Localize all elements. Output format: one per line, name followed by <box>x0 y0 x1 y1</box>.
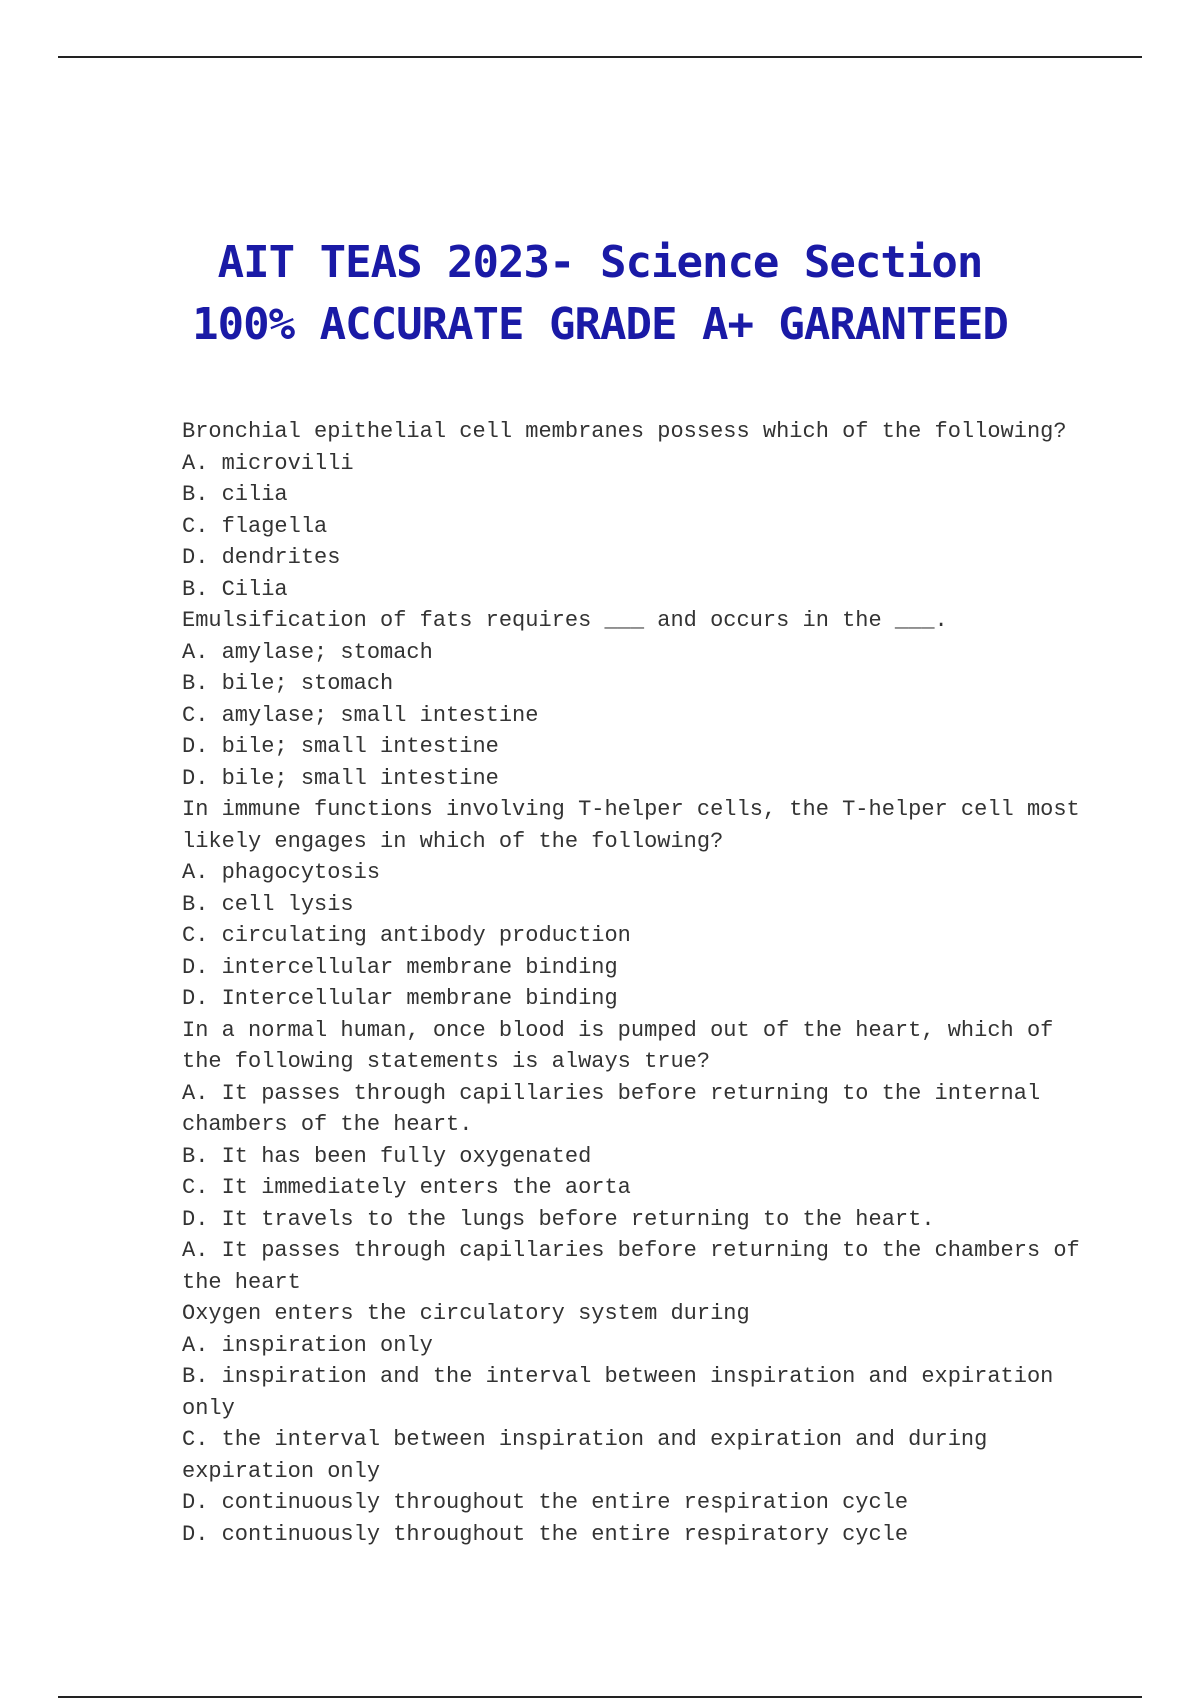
question-1-option-d: D. dendrites <box>182 545 341 570</box>
question-5-answer: D. continuously throughout the entire respiratory cycle <box>182 1521 909 1547</box>
question-2-option-b: B. bile; stomach <box>182 671 394 696</box>
question-4-text-cont: the following statements is always true? <box>182 1049 711 1074</box>
footer-rule <box>58 1696 1142 1698</box>
document-title <box>0 232 1200 356</box>
question-4-answer: A. It passes through capillaries before returning to the chambers of <box>182 1238 1080 1263</box>
question-2-option-d: D. bile; small intestine <box>182 734 499 759</box>
question-4-text: In a normal human, once blood is pumped out of the heart, which of <box>182 1017 1054 1043</box>
question-3-text-cont: likely engages in which of the following? <box>182 828 724 854</box>
question-4-option-c: C. It immediately enters the aorta <box>182 1175 631 1200</box>
question-1-option-c: C. flagella <box>182 513 328 539</box>
question-list <box>182 416 1080 1550</box>
question-1-option-b: B. cilia <box>182 482 288 507</box>
question-1-answer: B. Cilia <box>182 576 288 602</box>
question-1-text: Bronchial epithelial cell membranes possess which of the following? <box>182 419 1067 444</box>
question-1-option-a: A. microvilli <box>182 450 354 476</box>
question-2-answer: D. bile; small intestine <box>182 765 499 791</box>
question-5-option-c: C. the interval between inspiration and expiration and during <box>182 1427 988 1452</box>
title-line-1: AIT TEAS 2023- Science Section <box>217 237 983 288</box>
question-3-text: In immune functions involving T-helper cells, the T-helper cell most <box>182 797 1080 822</box>
header-rule <box>58 56 1142 58</box>
question-5-text: Oxygen enters the circulatory system during <box>182 1301 750 1326</box>
question-5-option-a: A. inspiration only <box>182 1332 433 1358</box>
question-2-option-c: C. amylase; small intestine <box>182 702 539 728</box>
question-3-option-b: B. cell lysis <box>182 891 354 917</box>
question-5-option-d: D. continuously throughout the entire respiration cycle <box>182 1490 909 1515</box>
question-3-answer: D. Intercellular membrane binding <box>182 986 618 1011</box>
question-2-text: Emulsification of fats requires ___ and occurs in the ___. <box>182 608 948 633</box>
question-3-option-a: A. phagocytosis <box>182 860 381 885</box>
question-4-answer-cont: the heart <box>182 1269 301 1295</box>
question-4-option-a-cont: chambers of the heart. <box>182 1112 473 1137</box>
question-4-option-a: A. It passes through capillaries before returning to the internal <box>182 1080 1041 1106</box>
question-2-option-a: A. amylase; stomach <box>182 639 433 665</box>
question-5-option-b: B. inspiration and the interval between inspiration and expiration <box>182 1364 1054 1389</box>
question-5-option-b-cont: only <box>182 1395 235 1421</box>
question-3-option-c: C. circulating antibody production <box>182 923 631 948</box>
question-4-option-d: D. It travels to the lungs before returning to the heart. <box>182 1206 935 1232</box>
title-line-2: 100% ACCURATE GRADE A+ GARANTEED <box>192 299 1008 350</box>
question-3-option-d: D. intercellular membrane binding <box>182 954 618 980</box>
question-5-option-c-cont: expiration only <box>182 1458 381 1484</box>
question-4-option-b: B. It has been fully oxygenated <box>182 1143 592 1169</box>
